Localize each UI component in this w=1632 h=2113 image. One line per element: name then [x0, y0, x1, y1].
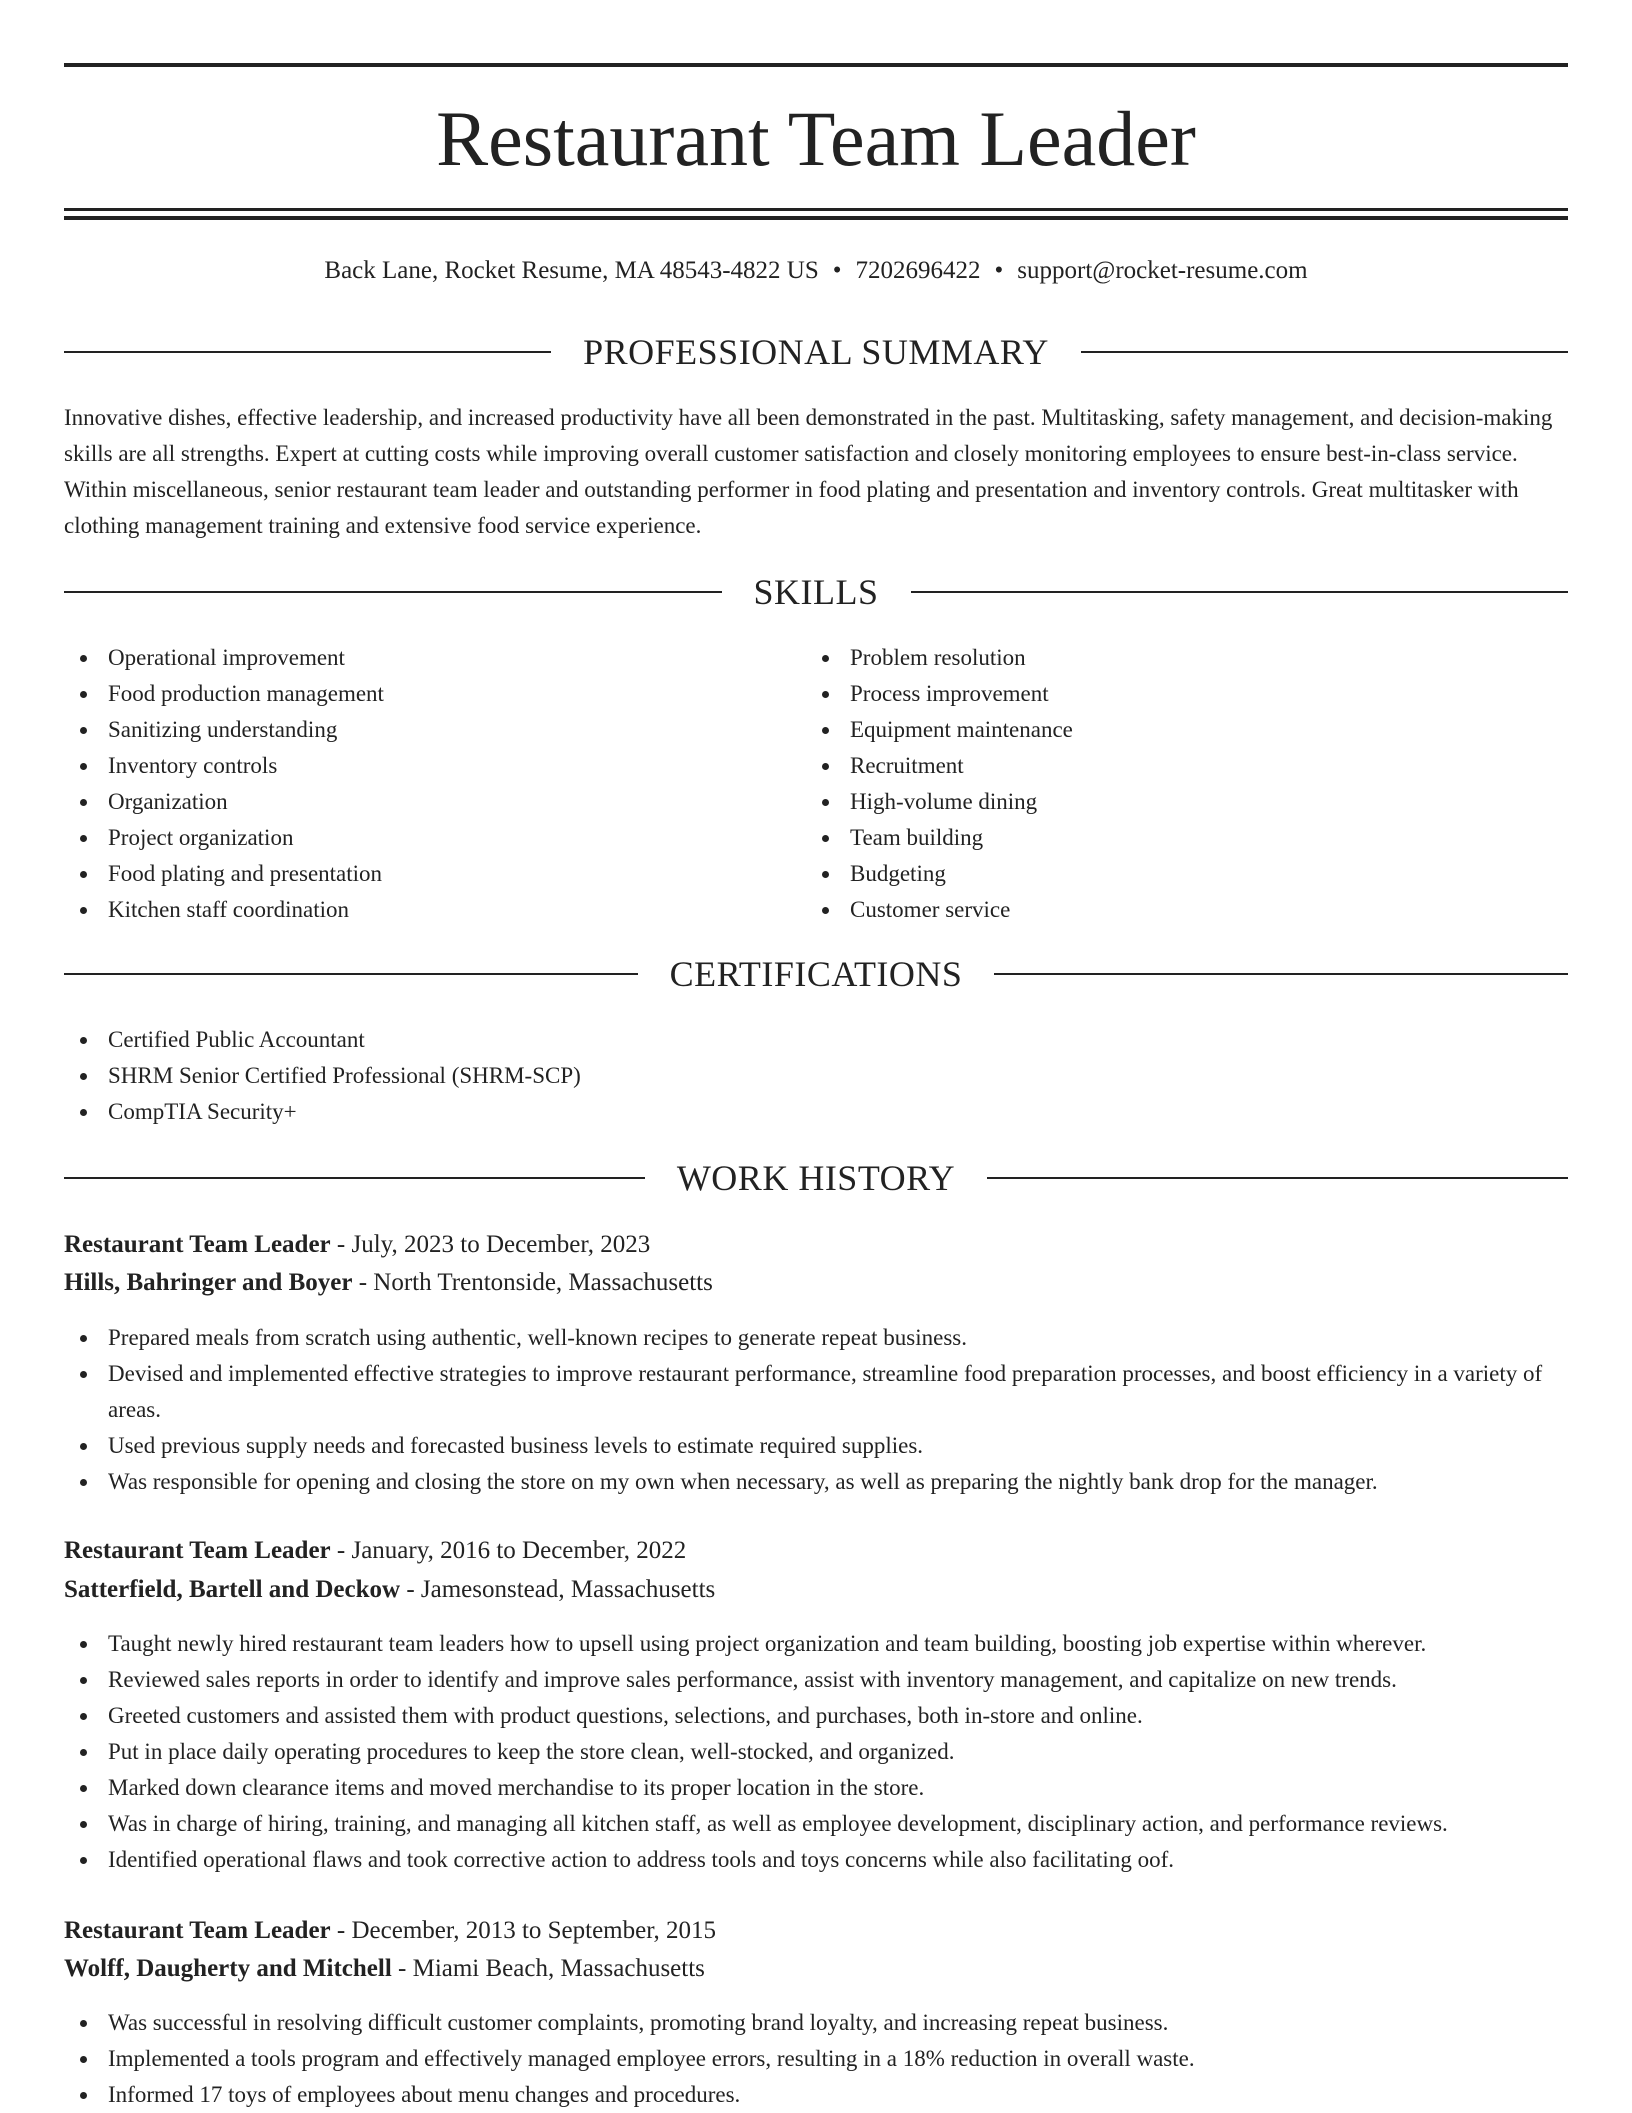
contact-separator: •	[832, 257, 842, 284]
job-bullet: Marked down clearance items and moved merchandise to its proper location in the store.	[64, 1770, 1568, 1806]
work-history-heading-label: WORK HISTORY	[676, 1158, 956, 1198]
skills-heading-label: SKILLS	[753, 572, 879, 612]
skills-list-left	[64, 640, 804, 928]
job-bullet: Devised and implemented effective strategies to improve restaurant performance, streamline food preparation processes, and boost efficiency in a variety of areas.	[64, 1356, 1568, 1428]
job-title: Restaurant Team Leader	[64, 1231, 331, 1258]
heading-rule	[994, 973, 1568, 975]
job-company-line: Satterfield, Bartell and Deckow - Jamesonstead, Massachusetts	[64, 1576, 716, 1603]
job-location: Jamesonstead, Massachusetts	[420, 1576, 716, 1603]
job-company-line: Wolff, Daugherty and Mitchell - Miami Beach, Massachusetts	[64, 1955, 705, 1982]
contact-email: support@rocket-resume.com	[1017, 257, 1308, 284]
certification-item: Certified Public Accountant	[64, 1022, 1568, 1058]
contact-line	[64, 255, 1568, 287]
heading-rule	[64, 591, 722, 593]
job-bullet: Prepared meals from scratch using authentic, well-known recipes to generate repeat business.	[64, 1320, 1568, 1356]
skill-item: High-volume dining	[806, 784, 1546, 820]
skill-item: Process improvement	[806, 676, 1546, 712]
contact-phone: 7202696422	[855, 257, 981, 284]
summary-heading	[64, 332, 1568, 372]
job-bullet: Informed 17 toys of employees about menu changes and procedures.	[64, 2077, 1568, 2113]
heading-rule	[1081, 351, 1568, 353]
job-dates: July, 2023 to December, 2023	[351, 1231, 651, 1258]
certification-item: CompTIA Security+	[64, 1094, 1568, 1130]
skill-item: Food plating and presentation	[64, 856, 804, 892]
work-history-heading	[64, 1158, 1568, 1198]
job-bullet: Was responsible for opening and closing the store on my own when necessary, as well as preparing the nightly bank drop for the manager.	[64, 1464, 1568, 1500]
certification-item: SHRM Senior Certified Professional (SHRM-SCP)	[64, 1058, 1568, 1094]
certifications-heading-label: CERTIFICATIONS	[669, 954, 963, 994]
job-bullet: Taught newly hired restaurant team leaders how to upsell using project organization and team building, boosting job expertise within wherever.	[64, 1626, 1568, 1662]
job-bullet: Was successful in resolving difficult customer complaints, promoting brand loyalty, and increasing repeat business.	[64, 2005, 1568, 2041]
job-company: Wolff, Daugherty and Mitchell	[64, 1955, 392, 1982]
skill-item: Team building	[806, 820, 1546, 856]
title-rule-lower	[64, 216, 1568, 220]
job-title: Restaurant Team Leader	[64, 1917, 331, 1944]
job-location: Miami Beach, Massachusetts	[412, 1955, 705, 1982]
job-company: Hills, Bahringer and Boyer	[64, 1269, 353, 1296]
skill-item: Project organization	[64, 820, 804, 856]
skill-item: Recruitment	[806, 748, 1546, 784]
job-bullet: Was in charge of hiring, training, and managing all kitchen staff, as well as employee development, disciplinary action, and performance reviews.	[64, 1806, 1568, 1842]
top-rule	[64, 63, 1568, 67]
skill-item: Organization	[64, 784, 804, 820]
heading-rule	[64, 973, 638, 975]
job-company: Satterfield, Bartell and Deckow	[64, 1576, 401, 1603]
job-bullets	[64, 2005, 1568, 2113]
job-bullet: Used previous supply needs and forecasted business levels to estimate required supplies.	[64, 1428, 1568, 1464]
job-company-line: Hills, Bahringer and Boyer - North Trentonside, Massachusetts	[64, 1269, 713, 1296]
job-location: North Trentonside, Massachusetts	[373, 1269, 713, 1296]
job-title: Restaurant Team Leader	[64, 1537, 331, 1564]
skills-heading	[64, 572, 1568, 612]
summary-heading-label: PROFESSIONAL SUMMARY	[583, 332, 1049, 372]
job-dates: January, 2016 to December, 2022	[351, 1537, 687, 1564]
job-title-line: Restaurant Team Leader - July, 2023 to December, 2023	[64, 1231, 651, 1258]
job-bullets	[64, 1320, 1568, 1500]
skill-item: Kitchen staff coordination	[64, 892, 804, 928]
heading-rule	[64, 351, 551, 353]
heading-rule	[987, 1177, 1568, 1179]
skill-item: Food production management	[64, 676, 804, 712]
contact-address: Back Lane, Rocket Resume, MA 48543-4822 US	[324, 257, 819, 284]
skill-item: Equipment maintenance	[806, 712, 1546, 748]
certifications-list	[64, 1022, 1568, 1130]
skills-list-right	[806, 640, 1546, 928]
job-bullet: Greeted customers and assisted them with product questions, selections, and purchases, both in-store and online.	[64, 1698, 1568, 1734]
skill-item: Problem resolution	[806, 640, 1546, 676]
job-bullet: Identified operational flaws and took corrective action to address tools and toys concerns while also facilitating oof.	[64, 1842, 1568, 1878]
contact-separator: •	[994, 257, 1004, 284]
skill-item: Budgeting	[806, 856, 1546, 892]
resume-title: Restaurant Team Leader	[436, 95, 1196, 182]
certifications-heading	[64, 954, 1568, 994]
summary-text: Innovative dishes, effective leadership, and increased productivity have all been demonstrated in the past. Multitasking, safety management, and decision-making skills are all strengths. Expert at cutting costs while improving overall customer satisfaction and closely monitoring employees to ensure best-in-class service. Within miscellaneous, senior restaurant team leader and outstanding performer in food plating and presentation and inventory controls. Great multitasker with clothing management training and extensive food service experience.	[64, 405, 1553, 538]
job-bullet: Implemented a tools program and effectively managed employee errors, resulting in a 18% reduction in overall waste.	[64, 2041, 1568, 2077]
skill-item: Inventory controls	[64, 748, 804, 784]
job-bullet: Reviewed sales reports in order to identify and improve sales performance, assist with inventory management, and capitalize on new trends.	[64, 1662, 1568, 1698]
job-bullets	[64, 1626, 1568, 1878]
job-title-line: Restaurant Team Leader - January, 2016 to December, 2022	[64, 1537, 687, 1564]
job-title-line: Restaurant Team Leader - December, 2013 to September, 2015	[64, 1917, 717, 1944]
skill-item: Sanitizing understanding	[64, 712, 804, 748]
job-bullet: Put in place daily operating procedures to keep the store clean, well-stocked, and organized.	[64, 1734, 1568, 1770]
skill-item: Customer service	[806, 892, 1546, 928]
skill-item: Operational improvement	[64, 640, 804, 676]
job-dates: December, 2013 to September, 2015	[351, 1917, 717, 1944]
heading-rule	[64, 1177, 645, 1179]
heading-rule	[911, 591, 1569, 593]
title-rule-upper	[64, 208, 1568, 211]
